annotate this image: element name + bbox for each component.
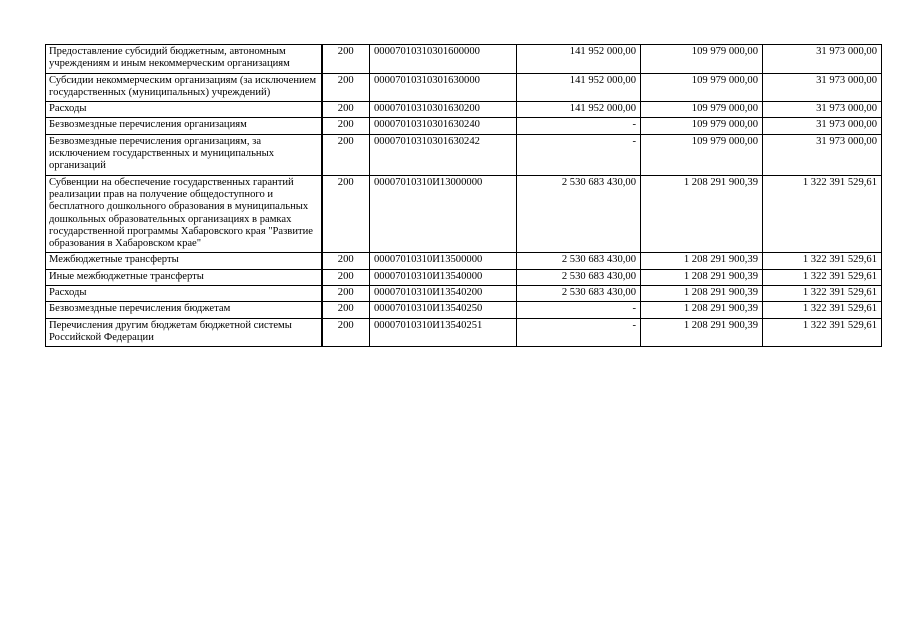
row-budget-classification-code: 00007010310301630240 xyxy=(370,118,517,134)
row-name: Субвенции на обеспечение государственных гарантий реализации прав на получение общедоступного и бесплатного дошкольного образования в муниципальных дошкольных образовательных организациях в рамках государственной программы Хабаровского края "Развитие образования в Хабаровском крае" xyxy=(46,175,322,253)
row-budget-classification-code: 00007010310И13540250 xyxy=(370,302,517,318)
table-row xyxy=(46,302,882,318)
row-unexecuted-amount: 1 322 391 529,61 xyxy=(763,253,882,269)
row-line-code: 200 xyxy=(322,118,370,134)
row-approved-amount: 2 530 683 430,00 xyxy=(517,253,641,269)
row-executed-amount: 1 208 291 900,39 xyxy=(641,286,763,302)
row-unexecuted-amount: 1 322 391 529,61 xyxy=(763,318,882,347)
row-budget-classification-code: 00007010310301600000 xyxy=(370,45,517,74)
row-budget-classification-code: 00007010310И13540000 xyxy=(370,269,517,285)
row-executed-amount: 109 979 000,00 xyxy=(641,102,763,118)
table-row xyxy=(46,253,882,269)
budget-execution-table xyxy=(45,44,882,347)
row-approved-amount: 141 952 000,00 xyxy=(517,73,641,102)
row-executed-amount: 1 208 291 900,39 xyxy=(641,175,763,253)
row-unexecuted-amount: 1 322 391 529,61 xyxy=(763,175,882,253)
row-name: Безвозмездные перечисления организациям, за исключением государственных и муниципальных организаций xyxy=(46,134,322,175)
row-line-code: 200 xyxy=(322,318,370,347)
row-unexecuted-amount: 31 973 000,00 xyxy=(763,134,882,175)
row-unexecuted-amount: 1 322 391 529,61 xyxy=(763,286,882,302)
row-name: Предоставление субсидий бюджетным, автономным учреждениям и иным некоммерческим организациям xyxy=(46,45,322,74)
row-executed-amount: 1 208 291 900,39 xyxy=(641,269,763,285)
table-row xyxy=(46,175,882,253)
row-name: Субсидии некоммерческим организациям (за исключением государственных (муниципальных) учреждений) xyxy=(46,73,322,102)
row-executed-amount: 109 979 000,00 xyxy=(641,45,763,74)
table-row xyxy=(46,73,882,102)
table-row xyxy=(46,269,882,285)
row-name: Безвозмездные перечисления бюджетам xyxy=(46,302,322,318)
row-name: Расходы xyxy=(46,102,322,118)
row-line-code: 200 xyxy=(322,134,370,175)
row-unexecuted-amount: 1 322 391 529,61 xyxy=(763,302,882,318)
row-approved-amount: 2 530 683 430,00 xyxy=(517,269,641,285)
table-row xyxy=(46,134,882,175)
row-approved-amount: - xyxy=(517,134,641,175)
row-line-code: 200 xyxy=(322,286,370,302)
row-unexecuted-amount: 31 973 000,00 xyxy=(763,73,882,102)
row-approved-amount: 2 530 683 430,00 xyxy=(517,175,641,253)
row-name: Перечисления другим бюджетам бюджетной системы Российской Федерации xyxy=(46,318,322,347)
row-executed-amount: 109 979 000,00 xyxy=(641,118,763,134)
table-row xyxy=(46,318,882,347)
row-approved-amount: - xyxy=(517,302,641,318)
row-line-code: 200 xyxy=(322,102,370,118)
table-row xyxy=(46,118,882,134)
row-executed-amount: 109 979 000,00 xyxy=(641,73,763,102)
row-executed-amount: 1 208 291 900,39 xyxy=(641,302,763,318)
row-executed-amount: 1 208 291 900,39 xyxy=(641,253,763,269)
row-approved-amount: 141 952 000,00 xyxy=(517,45,641,74)
row-line-code: 200 xyxy=(322,175,370,253)
row-unexecuted-amount: 1 322 391 529,61 xyxy=(763,269,882,285)
row-approved-amount: 2 530 683 430,00 xyxy=(517,286,641,302)
table-row xyxy=(46,286,882,302)
row-budget-classification-code: 00007010310И13000000 xyxy=(370,175,517,253)
row-line-code: 200 xyxy=(322,45,370,74)
row-line-code: 200 xyxy=(322,269,370,285)
row-executed-amount: 109 979 000,00 xyxy=(641,134,763,175)
row-budget-classification-code: 00007010310301630242 xyxy=(370,134,517,175)
row-approved-amount: - xyxy=(517,318,641,347)
row-executed-amount: 1 208 291 900,39 xyxy=(641,318,763,347)
row-unexecuted-amount: 31 973 000,00 xyxy=(763,102,882,118)
row-budget-classification-code: 00007010310И13540251 xyxy=(370,318,517,347)
row-name: Расходы xyxy=(46,286,322,302)
row-budget-classification-code: 00007010310301630000 xyxy=(370,73,517,102)
row-approved-amount: - xyxy=(517,118,641,134)
table-row xyxy=(46,102,882,118)
row-line-code: 200 xyxy=(322,253,370,269)
row-approved-amount: 141 952 000,00 xyxy=(517,102,641,118)
row-line-code: 200 xyxy=(322,302,370,318)
row-name: Межбюджетные трансферты xyxy=(46,253,322,269)
row-unexecuted-amount: 31 973 000,00 xyxy=(763,45,882,74)
row-name: Безвозмездные перечисления организациям xyxy=(46,118,322,134)
row-line-code: 200 xyxy=(322,73,370,102)
row-unexecuted-amount: 31 973 000,00 xyxy=(763,118,882,134)
row-budget-classification-code: 00007010310И13540200 xyxy=(370,286,517,302)
row-budget-classification-code: 00007010310И13500000 xyxy=(370,253,517,269)
row-name: Иные межбюджетные трансферты xyxy=(46,269,322,285)
row-budget-classification-code: 00007010310301630200 xyxy=(370,102,517,118)
table-row xyxy=(46,45,882,74)
